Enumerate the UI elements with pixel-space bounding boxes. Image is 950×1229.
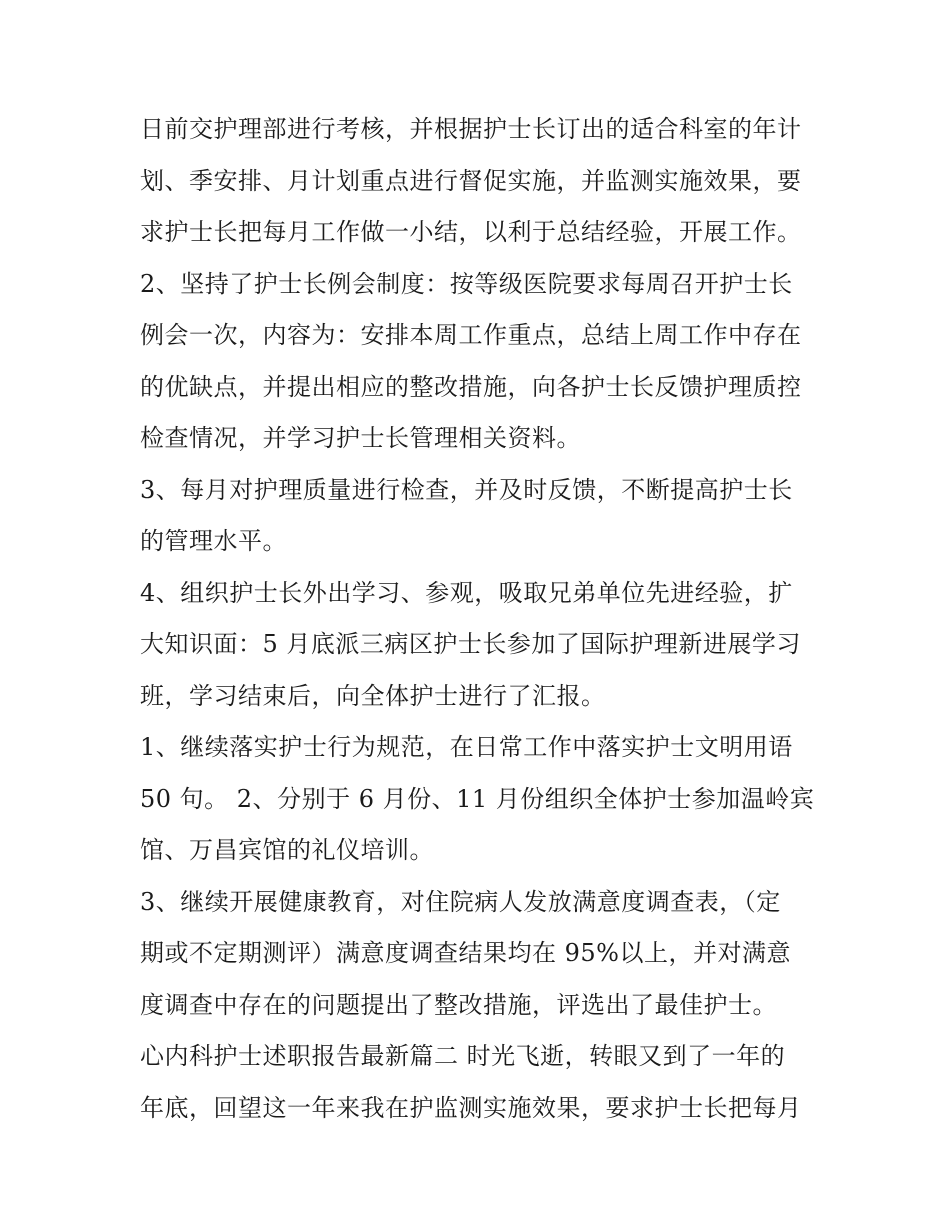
text-line: 4、组织护士长外出学习、参观，吸取兄弟单位先进经验，扩 (140, 579, 793, 607)
text-line: 例会一次，内容为：安排本周工作重点，总结上周工作中存在 (140, 321, 802, 349)
text-line: 2、坚持了护士长例会制度：按等级医院要求每周召开护士长 (140, 270, 793, 298)
text-line: 馆、万昌宾馆的礼仪培训。 (140, 836, 434, 864)
text-line: 求护士长把每月工作做一小结，以利于总结经验，开展工作。 (140, 218, 802, 246)
text-line: 的管理水平。 (140, 527, 287, 555)
text-line: 1、继续落实护士行为规范，在日常工作中落实护士文明用语 (140, 733, 793, 761)
text-line: 3、每月对护理质量进行检查，并及时反馈，不断提高护士长 (140, 476, 793, 504)
text-line: 的优缺点，并提出相应的整改措施，向各护士长反馈护理质控 (140, 373, 802, 401)
text-line: 50 句。 2、分别于 6 月份、11 月份组织全体护士参加温岭宾 (140, 785, 815, 813)
text-line: 划、季安排、月计划重点进行督促实施，并监测实施效果，要 (140, 167, 802, 195)
text-line: 3、继续开展健康教育，对住院病人发放满意度调查表，（定 (140, 888, 781, 916)
text-line: 年底，回望这一年来我在护监测实施效果，要求护士长把每月 (140, 1094, 802, 1122)
text-line: 日前交护理部进行考核，并根据护士长订出的适合科室的年计 (140, 115, 802, 143)
text-line: 班，学习结束后，向全体护士进行了汇报。 (140, 682, 606, 710)
text-line: 度调查中存在的问题提出了整改措施，评选出了最佳护士。 (140, 991, 777, 1019)
text-line: 检查情况，并学习护士长管理相关资料。 (140, 424, 581, 452)
text-line: 心内科护士述职报告最新篇二 时光飞逝，转眼又到了一年的 (140, 1042, 786, 1070)
text-line: 期或不定期测评）满意度调查结果均在 95%以上，并对满意 (140, 939, 791, 967)
text-line: 大知识面：5 月底派三病区护士长参加了国际护理新进展学习 (140, 630, 801, 658)
